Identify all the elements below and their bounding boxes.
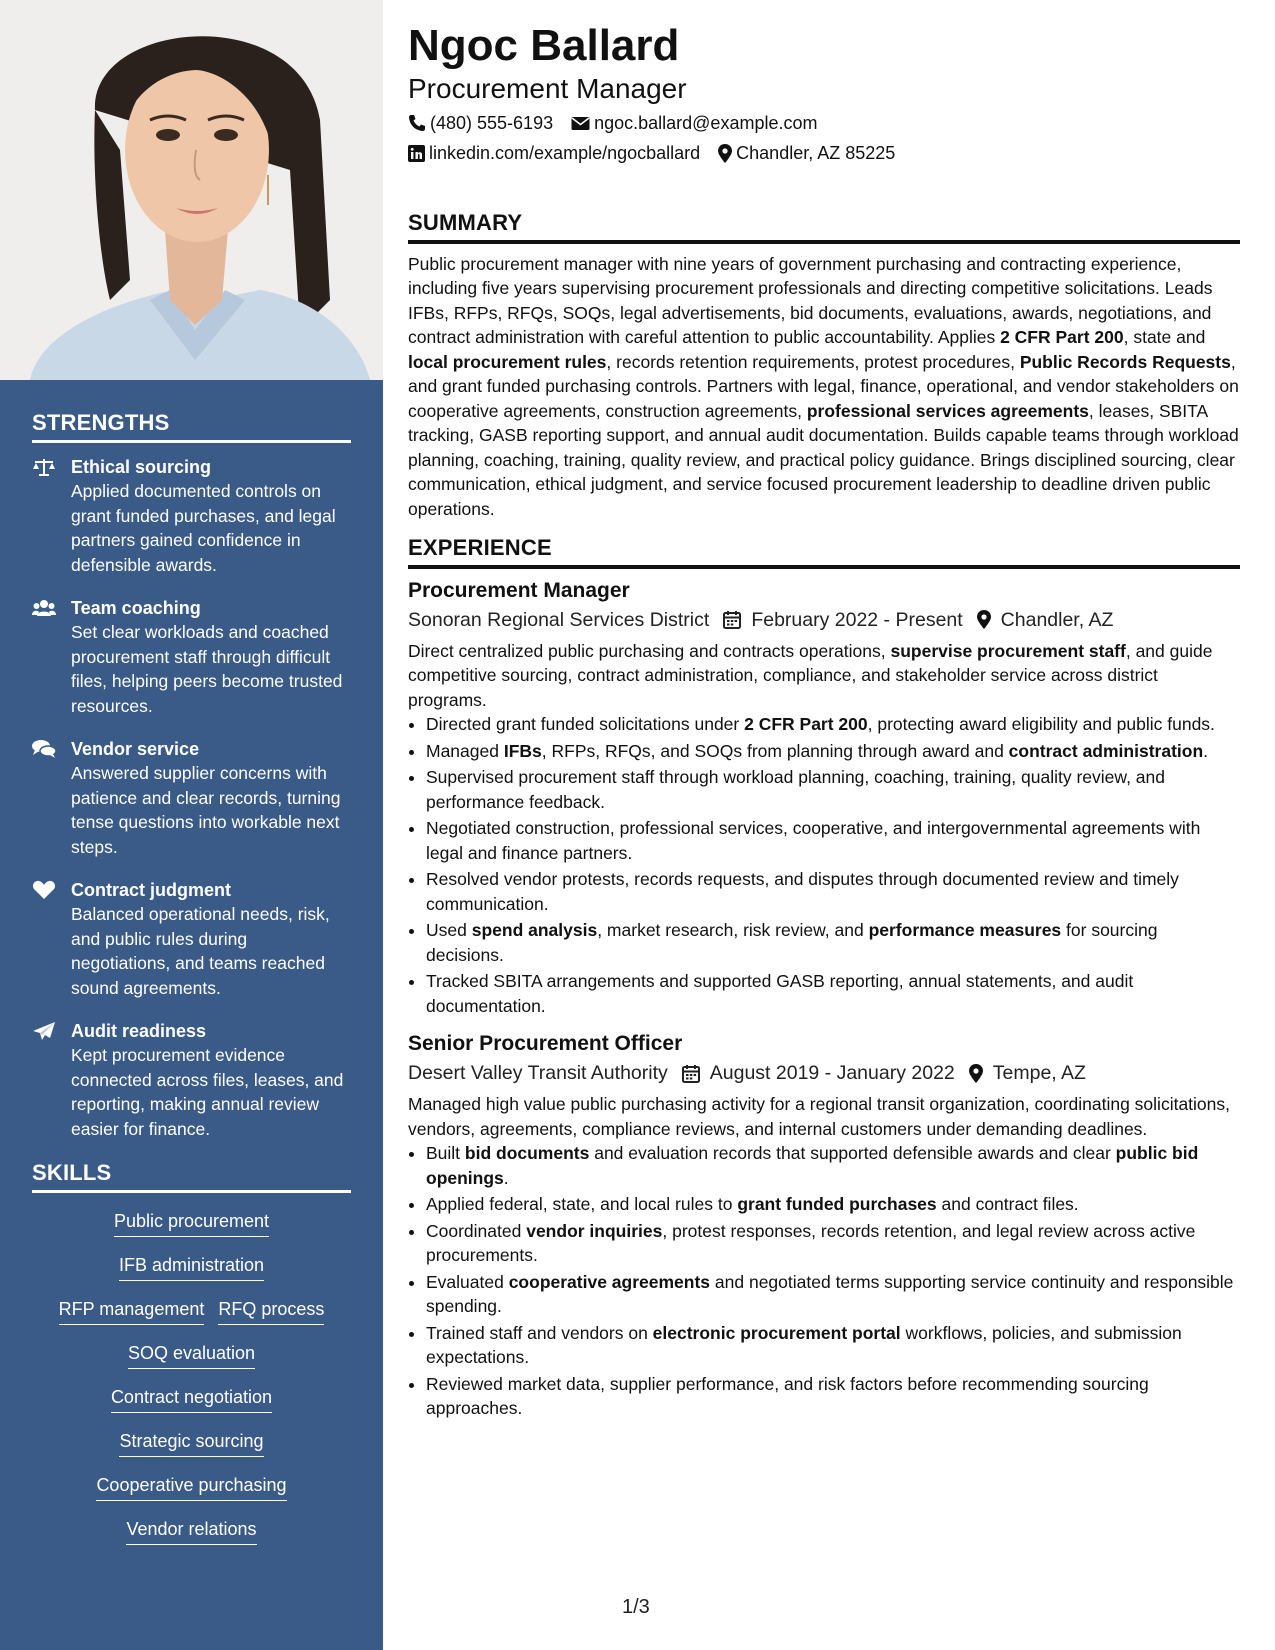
job-location: Tempe, AZ xyxy=(969,1058,1086,1088)
calendar-icon xyxy=(682,1064,700,1083)
strength-desc: Kept procurement evidence connected across files, leases, and reporting, making annual review easier for finance. xyxy=(71,1045,344,1139)
job-meta xyxy=(408,1058,1240,1088)
strength-title: Team coaching xyxy=(71,598,201,618)
strength-desc: Balanced operational needs, risk, and public rules during negotiations, and teams reached sound agreements. xyxy=(71,904,330,998)
job-location: Chandler, AZ xyxy=(977,605,1114,635)
skills-list xyxy=(32,1205,351,1545)
skills-rule xyxy=(32,1190,351,1193)
email-text: ngoc.ballard@example.com xyxy=(594,113,818,133)
bullet-item: • Reviewed market data, supplier performance, and risk factors before recommending sourcing approaches. xyxy=(426,1372,1240,1421)
contact-row xyxy=(408,140,1240,166)
paper-plane-icon xyxy=(32,1021,56,1041)
strength-item xyxy=(32,596,351,718)
job-org: Sonoran Regional Services District xyxy=(408,608,710,631)
strength-title: Vendor service xyxy=(71,739,200,759)
bullet-item: • Used spend analysis, market research, risk review, and performance measures for sourcing decisions. xyxy=(426,918,1240,967)
strengths-rule xyxy=(32,440,351,443)
bullet-item: • Tracked SBITA arrangements and supported GASB reporting, annual statements, and audit documentation. xyxy=(426,969,1240,1018)
bullet-item: • Trained staff and vendors on electronic procurement portal workflows, policies, and submission expectations. xyxy=(426,1321,1240,1370)
strength-item xyxy=(32,1019,351,1141)
job-title: Senior Procurement Officer xyxy=(408,1032,683,1055)
strength-desc: Applied documented controls on grant funded purchases, and legal partners gained confidence in defensible awards. xyxy=(71,481,336,575)
contact-linkedin[interactable] xyxy=(408,140,700,166)
bullet-item: • Coordinated vendor inquiries, protest responses, records retention, and legal review across active procurements. xyxy=(426,1219,1240,1268)
calendar-icon xyxy=(723,610,741,629)
contact-phone[interactable] xyxy=(408,110,553,136)
job-dates: August 2019 - January 2022 xyxy=(682,1058,955,1088)
skill-tag: IFB administration xyxy=(119,1253,264,1281)
candidate-name: Ngoc Ballard xyxy=(408,21,680,70)
skill-tag: Cooperative purchasing xyxy=(96,1473,286,1501)
profile-photo xyxy=(0,0,383,380)
skill-tag: Public procurement xyxy=(114,1209,269,1237)
job-bullets xyxy=(408,712,1240,1018)
skills-heading: SKILLS xyxy=(32,1160,112,1185)
job-bullets xyxy=(408,1141,1240,1421)
job-title: Procurement Manager xyxy=(408,578,630,602)
contact-row xyxy=(408,110,1240,136)
strength-item xyxy=(32,455,351,577)
strength-item xyxy=(32,878,351,1000)
skill-tag: SOQ evaluation xyxy=(128,1341,255,1369)
bullet-item: • Negotiated construction, professional services, cooperative, and intergovernmental agreements with legal and finance partners. xyxy=(426,816,1240,865)
contact-email[interactable] xyxy=(571,110,817,136)
strengths-heading: STRENGTHS xyxy=(32,410,170,435)
page-number: 1/3 xyxy=(622,1596,650,1618)
job-dates: February 2022 - Present xyxy=(723,605,962,635)
bullet-item: • Applied federal, state, and local rules to grant funded purchases and contract files. xyxy=(426,1192,1240,1217)
linkedin-text: linkedin.com/example/ngocballard xyxy=(429,143,701,163)
summary-text: Public procurement manager with nine years of government purchasing and contracting experience, including five years supervising procurement professionals and directing competitive solicitations. Leads IFBs, RFPs, RFQs, SOQs, legal advertisements, bid documents, evaluations, awards, negotiations, and contract administration with careful attention to public accountability. Applies 2 CFR Part 200, state and local procurement rules, records retention requirements, protest procedures, Public Records Requests, and grant funded purchasing controls. Partners with legal, finance, operational, and vendor stakeholders on cooperative agreements, construction agreements, professional services agreements, leases, SBITA tracking, GASB reporting support, and annual audit documentation. Builds capable teams through workload planning, coaching, training, quality review, and practical policy guidance. Brings disciplined sourcing, clear communication, ethical judgment, and service focused procurement leadership to deadline driven public operations. xyxy=(408,253,1239,519)
envelope-icon xyxy=(571,116,590,131)
users-icon xyxy=(32,598,56,618)
strength-desc: Set clear workloads and coached procurement staff through difficult files, helping peers become trusted resources. xyxy=(71,622,343,716)
map-marker-icon xyxy=(977,610,991,629)
skill-tag: RFP management xyxy=(59,1297,205,1325)
strength-title: Contract judgment xyxy=(71,880,231,900)
linkedin-icon xyxy=(408,145,425,162)
comments-icon xyxy=(32,739,56,759)
sidebar xyxy=(0,0,383,1650)
phone-icon xyxy=(408,114,426,132)
location-text: Chandler, AZ 85225 xyxy=(736,143,896,163)
heart-icon xyxy=(32,880,56,900)
skill-tag: Vendor relations xyxy=(126,1517,256,1545)
bullet-item: • Evaluated cooperative agreements and negotiated terms supporting service continuity and responsible spending. xyxy=(426,1270,1240,1319)
sidebar-content xyxy=(32,410,351,1561)
bullet-item: • Built bid documents and evaluation records that supported defensible awards and clear public bid openings. xyxy=(426,1141,1240,1190)
bullet-item: • Resolved vendor protests, records requests, and disputes through documented review and timely communication. xyxy=(426,867,1240,916)
phone-text: (480) 555-6193 xyxy=(430,113,554,133)
section-rule xyxy=(408,240,1240,244)
job-description: Managed high value public purchasing activity for a regional transit organization, coordinating solicitations, vendors, agreements, compliance reviews, and internal customers under demanding deadlines. xyxy=(408,1094,1231,1139)
skill-tag: Strategic sourcing xyxy=(119,1429,263,1457)
job-meta xyxy=(408,605,1240,635)
strength-desc: Answered supplier concerns with patience and clear records, turning tense questions into workable next steps. xyxy=(71,763,341,857)
balance-scale-icon xyxy=(32,457,56,477)
job-entry xyxy=(408,577,1240,1019)
experience-heading: EXPERIENCE xyxy=(408,535,552,560)
contact-location xyxy=(718,140,895,166)
candidate-title: Procurement Manager xyxy=(408,73,687,104)
section-rule xyxy=(408,565,1240,569)
strength-title: Ethical sourcing xyxy=(71,457,212,477)
strength-title: Audit readiness xyxy=(71,1021,207,1041)
job-description: Direct centralized public purchasing and contracts operations, supervise procurement staff, and guide competitive sourcing, contract administration, compliance, and stakeholder service across district programs. xyxy=(408,640,1213,710)
main-content xyxy=(408,20,1240,1423)
strength-item xyxy=(32,737,351,859)
map-marker-icon xyxy=(969,1064,983,1083)
bullet-item: • Directed grant funded solicitations under 2 CFR Part 200, protecting award eligibility and public funds. xyxy=(426,712,1240,737)
job-entry xyxy=(408,1030,1240,1421)
map-marker-icon xyxy=(718,144,732,163)
summary-heading: SUMMARY xyxy=(408,210,523,235)
bullet-item: • Managed IFBs, RFPs, RFQs, and SOQs from planning through award and contract administration. xyxy=(426,739,1240,764)
bullet-item: • Supervised procurement staff through workload planning, coaching, training, quality review, and performance feedback. xyxy=(426,765,1240,814)
skill-tag: Contract negotiation xyxy=(111,1385,272,1413)
job-org: Desert Valley Transit Authority xyxy=(408,1062,668,1084)
skill-tag: RFQ process xyxy=(218,1297,324,1325)
